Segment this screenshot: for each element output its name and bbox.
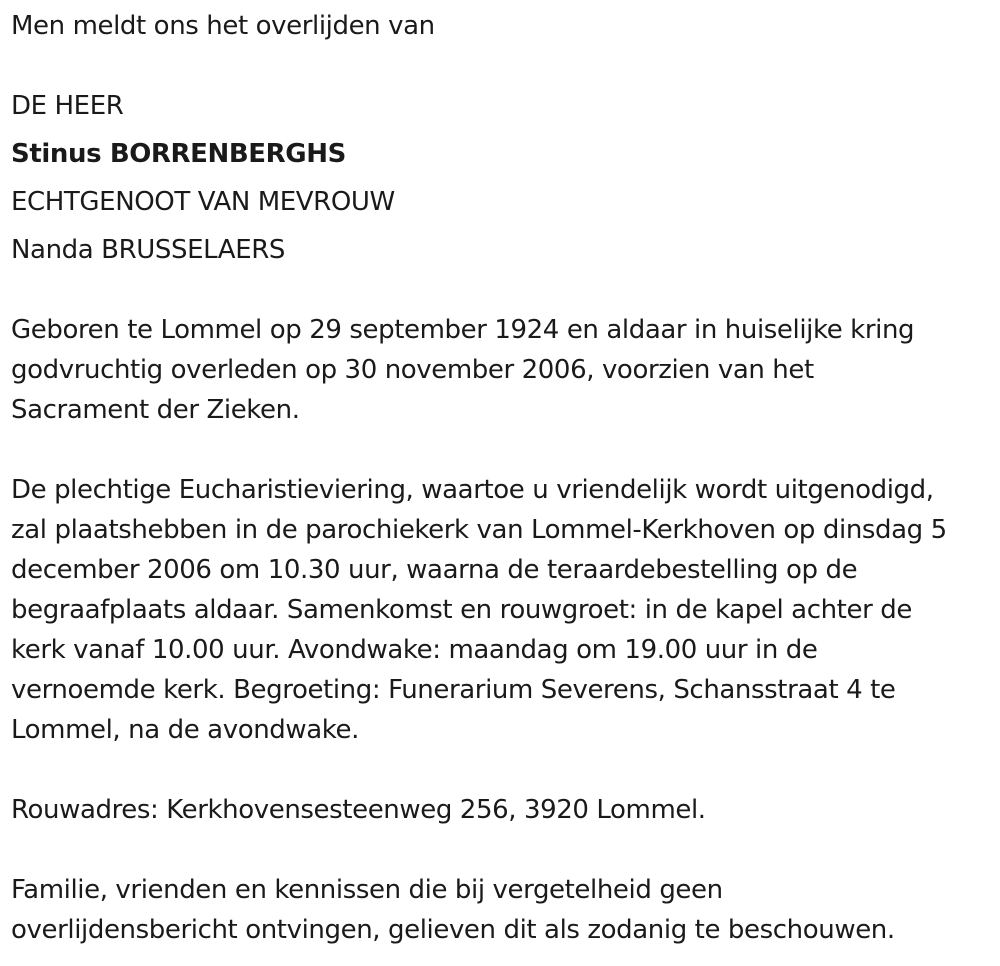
ceremony-line: kerk vanaf 10.00 uur. Avondwake: maandag om 19.00 uur in de [11,635,818,665]
intro-text: Men meldt ons het overlijden van [11,11,435,41]
closing-line: Familie, vrienden en kennissen die bij vergetelheid geen [11,875,723,905]
ceremony-line: De plechtige Eucharistieviering, waartoe u vriendelijk wordt uitgenodigd, [11,475,934,505]
relation-text: ECHTGENOOT VAN MEVROUW [11,187,395,217]
deceased-name: Stinus BORRENBERGHS [11,139,346,169]
ceremony-line: zal plaatshebben in de parochiekerk van Lommel-Kerkhoven op dinsdag 5 [11,515,947,545]
birth-death-line: Sacrament der Zieken. [11,395,300,425]
closing-line: overlijdensbericht ontvingen, gelieven dit als zodanig te beschouwen. [11,915,895,945]
spouse-name: Nanda BRUSSELAERS [11,235,285,265]
ceremony-line: Lommel, na de avondwake. [11,715,359,745]
ceremony-line: begraafplaats aldaar. Samenkomst en rouwgroet: in de kapel achter de [11,595,912,625]
title-text: DE HEER [11,91,124,121]
birth-death-paragraph [11,310,996,430]
ceremony-line: december 2006 om 10.30 uur, waarna de teraardebestelling op de [11,555,858,585]
ceremony-line: vernoemde kerk. Begroeting: Funerarium Severens, Schansstraat 4 te [11,675,896,705]
birth-death-line: godvruchtig overleden op 30 november 2006, voorzien van het [11,355,814,385]
birth-death-line: Geboren te Lommel op 29 september 1924 en aldaar in huiselijke kring [11,315,915,345]
ceremony-paragraph [11,470,996,750]
mourning-address: Rouwadres: Kerkhovensesteenweg 256, 3920 Lommel. [11,795,706,825]
closing-paragraph [11,870,996,950]
